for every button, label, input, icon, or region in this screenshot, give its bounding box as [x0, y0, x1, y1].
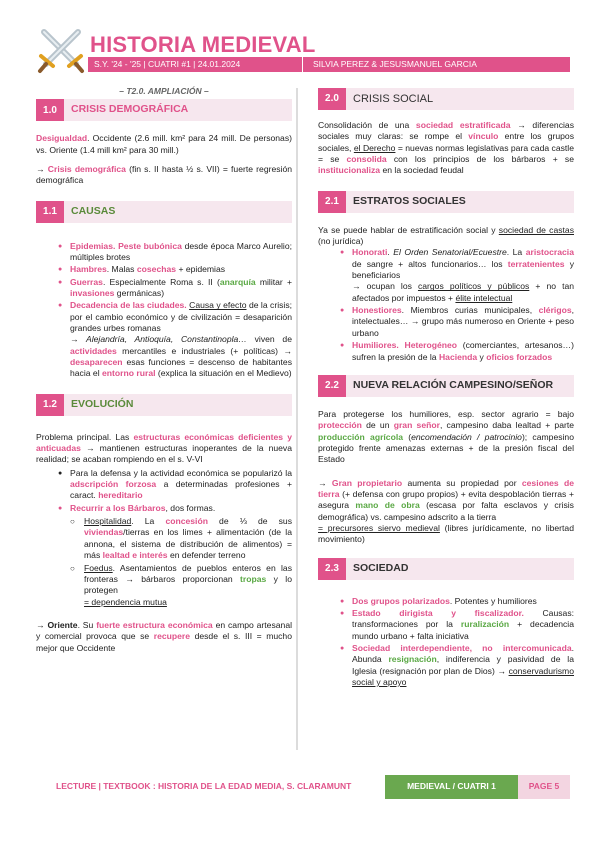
paragraph: → Crisis demográfica (fin s. II hasta ½ s. VII) = fuerte regresión demográfica — [36, 163, 293, 186]
section-number: 1.1 — [36, 201, 64, 223]
section-number: 2.3 — [318, 558, 346, 580]
page-number: PAGE 5 — [518, 775, 570, 799]
column-divider — [296, 88, 298, 750]
causes-list — [36, 241, 292, 380]
paragraph: = precursores siervo medieval (libres jurídicamente, no libertad movimiento) — [318, 522, 574, 545]
list-item: ● Decadencia de las ciudades. Causa y efecto de la crisis; por el cambio económico y de civilización = desaparición grandes urbes romanas → Alejandría, Antioquía, Constantinopla… viven de actividades mercantiles e industriales (+ políticas) → desaparecen esas funciones = descenso de habitantes hacia el entorno rural (explica la situación en el Medievo) — [36, 300, 292, 379]
section-header-2-1 — [318, 191, 574, 213]
section-title: ESTRATOS SOCIALES — [353, 194, 466, 207]
section-header-1-1 — [36, 201, 292, 223]
section-header-2-2 — [318, 375, 574, 397]
paragraph: → Gran propietario aumenta su propiedad por cesiones de tierra (+ defensa con grupo propios) + evita despoblación tierras + asegura mano de obra (escasa por falta esclavos y crisis demográfica) vs. campesino adscrito a la tierra — [318, 477, 574, 522]
section-number: 1.0 — [36, 99, 64, 121]
paragraph: Para protegerse los humiliores, esp. sector agrario = bajo protección de un gran señor, campesino daba lealtad + parte producción agrícola (encomendación / patrocinio); campesino protegido frente amenazas externas + de la presión fiscal del Estado — [318, 408, 575, 465]
section-title: SOCIEDAD — [353, 561, 409, 574]
paragraph: Consolidación de una sociedad estratificada → diferencias sociales muy claras: se rompe el vínculo entre los grupos sociales, el Derecho = nuevas normas legislativas para cada castle = se consolida con los principios de los bárbaros + se institucionaliza en la sociedad feudal — [318, 120, 575, 176]
section-title: CRISIS SOCIAL — [353, 92, 434, 105]
list-item: ● Honestiores. Miembros curias municipales, clérigos, intelectuales… → grupo más numeroso en Oriente + peso urbano — [318, 305, 574, 339]
section-header-1-2 — [36, 394, 292, 416]
footer-source: LECTURE | TEXTBOOK : HISTORIA DE LA EDAD MEDIA, S. CLARAMUNT — [56, 781, 352, 792]
list-item: ● Para la defensa y la actividad económica se popularizó la adscripción forzosa a determinadas profesiones + caract. hereditario — [36, 468, 292, 502]
section-title: CRISIS DEMOGRÁFICA — [71, 103, 189, 116]
section-number: 2.2 — [318, 375, 346, 397]
list-item: ● Dos grupos polarizados. Potentes y humiliores — [318, 596, 574, 607]
evolution-list — [36, 468, 292, 514]
section-number: 2.0 — [318, 88, 346, 110]
crossed-swords-icon — [36, 26, 86, 74]
section-header-2-0 — [318, 88, 574, 110]
list-item: ○ Foedus. Asentamientos de pueblos enteros en las fronteras → bárbaros proporcionan tropas y lo protegen = dependencia mutua — [36, 563, 292, 608]
list-item: ● Epidemias. Peste bubónica desde época Marco Aurelio; múltiples brotes — [36, 241, 292, 264]
list-item: ● Guerras. Especialmente Roma s. II (anarquía militar + invasiones germánicas) — [36, 277, 292, 300]
page-footer — [36, 775, 570, 799]
list-item: ○ Hospitalidad. La concesión de ⅓ de sus viviendas/tierras en los limes + alimentación (de la annona, el sistema de distribución de alimentos) = más lealtad e interés en defender terreno — [36, 516, 292, 561]
list-item: ● Humiliores. Heterogéneo (comerciantes, artesanos…) sufren la presión de la Hacienda y oficios forzados — [318, 340, 574, 363]
section-header-2-3 — [318, 558, 574, 580]
strata-list — [318, 247, 574, 362]
evolution-sublist — [36, 516, 292, 608]
list-item: ● Recurrir a los Bárbaros, dos formas. — [36, 503, 292, 514]
section-title: NUEVA RELACIÓN CAMPESINO/SEÑOR — [353, 378, 554, 391]
society-list — [318, 596, 574, 689]
authors: SILVIA PEREZ & JESUSMANUEL GARCIA — [302, 57, 477, 72]
section-header-1-0 — [36, 99, 292, 121]
paragraph: → Oriente. Su fuerte estructura económica en campo artesanal y comercial provoca que se recupere desde el s. III = mucho mejor que Occidente — [36, 619, 293, 653]
list-item: ● Sociedad interdependiente, no intercomunicada. Abunda resignación, indiferencia y pasividad de la Iglesia (resignación por plan de Dios) → conservadurismo social y apoyo — [318, 643, 574, 688]
page-title: HISTORIA MEDIEVAL — [90, 32, 316, 57]
topic-tag: – T2.0. AMPLIACIÓN – — [119, 86, 209, 96]
paragraph: Problema principal. Las estructuras económicas deficientes y anticuadas → mantienen estructuras inoperantes de la nueva realidad; se acaban rompiendo en el s. V-VI — [36, 431, 292, 465]
meta-bar — [88, 57, 570, 72]
section-title: EVOLUCIÓN — [71, 397, 134, 410]
right-column — [318, 88, 574, 696]
section-title: CAUSAS — [71, 204, 116, 217]
left-column — [36, 86, 292, 662]
section-number: 2.1 — [318, 191, 346, 213]
section-number: 1.2 — [36, 394, 64, 416]
list-item: ● Honorati. El Orden Senatorial/Ecuestre. La aristocracia de sangre + altos funcionarios… los terratenientes y beneficiarios → ocupan los cargos políticos y públicos + no tan afectados por impuestos + élite intelectual — [318, 247, 574, 304]
page-header — [0, 0, 600, 78]
list-item: ● Hambres. Malas cosechas + epidemias — [36, 264, 292, 275]
footer-course: MEDIEVAL / CUATRI 1 — [385, 775, 518, 799]
list-item: ● Estado dirigista y fiscalizador. Causas: transformaciones por la ruralización + decadencia mundo urbano + falta iniciativa — [318, 608, 574, 642]
course-info: S.Y. '24 - '25 | CUATRI #1 | 24.01.2024 — [94, 58, 241, 69]
paragraph: Desigualdad. Occidente (2.6 mill. km² para 24 mill. De personas) vs. Oriente (1.4 mill km² para 30 mill.) — [36, 133, 292, 155]
paragraph: Ya se puede hablar de estratificación social y sociedad de castas (no jurídica) — [318, 224, 574, 247]
